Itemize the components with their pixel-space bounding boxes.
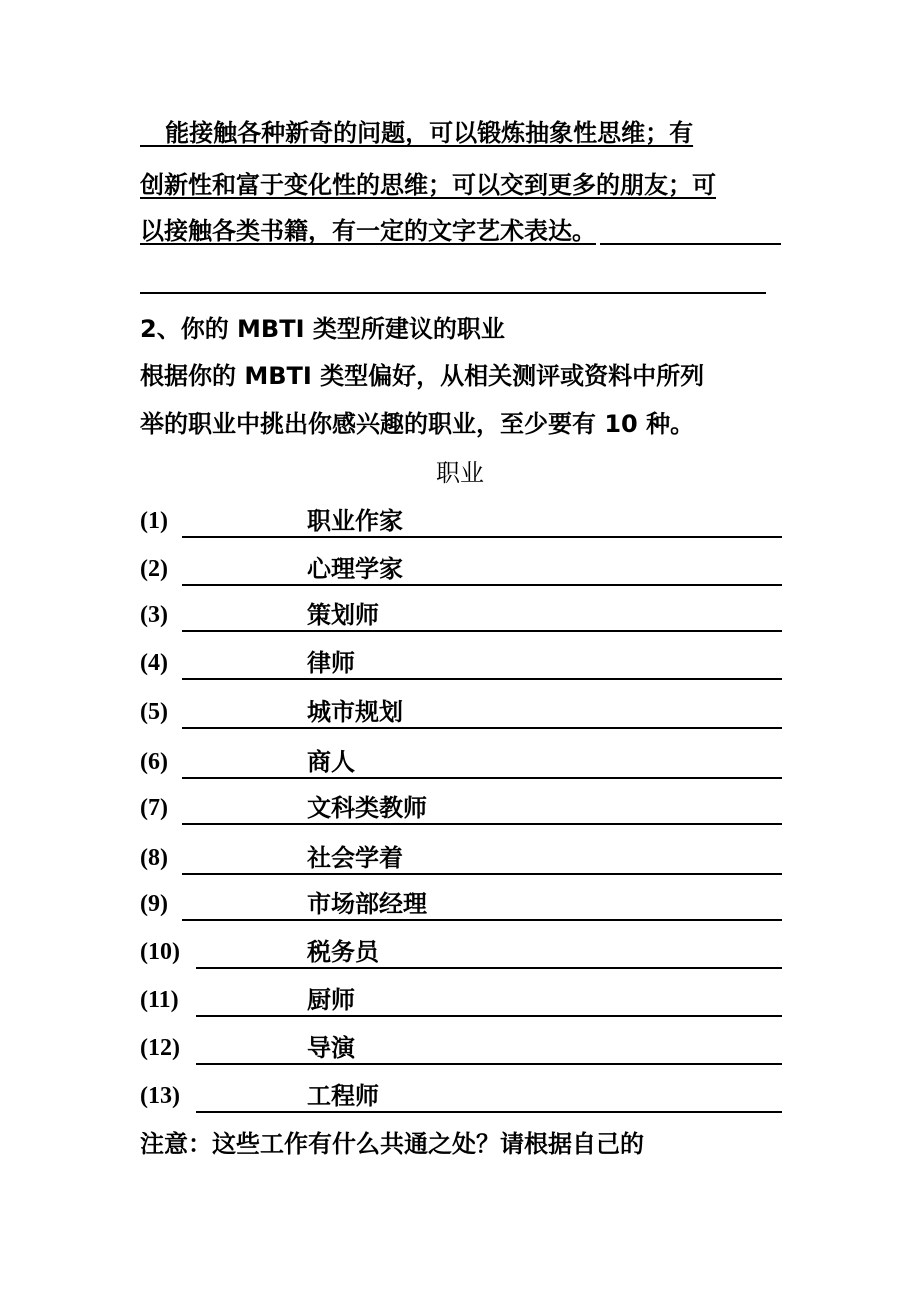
intro-line-3-fill-rule	[600, 243, 781, 245]
career-underline	[182, 678, 782, 680]
career-number: (5)	[140, 699, 168, 725]
career-underline	[182, 873, 782, 875]
career-name: 社会学着	[307, 844, 403, 872]
career-row	[140, 648, 782, 682]
career-name: 职业作家	[307, 507, 403, 535]
career-number: (3)	[140, 602, 168, 628]
career-row	[140, 793, 782, 827]
career-underline	[182, 584, 782, 586]
career-underline	[196, 1111, 782, 1113]
intro-line-3: 以接触各类书籍，有一定的文字艺术表达。	[140, 217, 596, 245]
career-name: 文科类教师	[307, 794, 427, 822]
career-row	[140, 889, 782, 923]
career-row	[140, 697, 782, 731]
career-row	[140, 1081, 782, 1115]
career-underline	[196, 1015, 782, 1017]
career-row	[140, 985, 782, 1019]
career-underline	[182, 777, 782, 779]
career-row	[140, 747, 782, 781]
career-number: (6)	[140, 749, 168, 775]
career-underline	[182, 536, 782, 538]
career-row	[140, 937, 782, 971]
career-name: 心理学家	[307, 555, 403, 583]
career-number: (4)	[140, 650, 168, 676]
note-text: 注意：这些工作有什么共通之处？请根据自己的	[140, 1130, 644, 1158]
blank-answer-rule	[140, 292, 766, 294]
career-number: (12)	[140, 1035, 180, 1061]
career-number: (11)	[140, 987, 179, 1013]
career-underline	[182, 919, 782, 921]
career-name: 税务员	[307, 938, 379, 966]
career-underline	[196, 1063, 782, 1065]
career-underline	[182, 727, 782, 729]
instruction-line-2: 举的职业中挑出你感兴趣的职业，至少要有 10 种。	[140, 410, 695, 438]
career-underline	[196, 967, 782, 969]
career-name: 律师	[307, 649, 355, 677]
career-column-header: 职业	[436, 459, 484, 487]
career-name: 导演	[307, 1034, 355, 1062]
career-name: 厨师	[307, 986, 355, 1014]
career-row	[140, 554, 782, 588]
career-row	[140, 600, 782, 634]
career-number: (13)	[140, 1083, 180, 1109]
career-name: 商人	[307, 748, 355, 776]
career-number: (10)	[140, 939, 180, 965]
career-number: (7)	[140, 795, 168, 821]
section-title: 2、你的 MBTI 类型所建议的职业	[140, 315, 505, 343]
career-name: 策划师	[307, 601, 379, 629]
intro-line-1: 能接触各种新奇的问题，可以锻炼抽象性思维；有	[140, 119, 694, 147]
career-name: 工程师	[307, 1082, 379, 1110]
career-number: (9)	[140, 891, 168, 917]
career-row	[140, 843, 782, 877]
career-number: (8)	[140, 845, 168, 871]
career-number: (2)	[140, 556, 168, 582]
career-name: 市场部经理	[307, 890, 427, 918]
career-underline	[182, 823, 782, 825]
career-number: (1)	[140, 508, 168, 534]
intro-line-2: 创新性和富于变化性的思维；可以交到更多的朋友；可	[140, 171, 716, 199]
career-row	[140, 1033, 782, 1067]
instruction-line-1: 根据你的 MBTI 类型偏好，从相关测评或资料中所列	[140, 362, 705, 390]
career-row	[140, 506, 782, 540]
career-name: 城市规划	[307, 698, 403, 726]
career-underline	[182, 630, 782, 632]
